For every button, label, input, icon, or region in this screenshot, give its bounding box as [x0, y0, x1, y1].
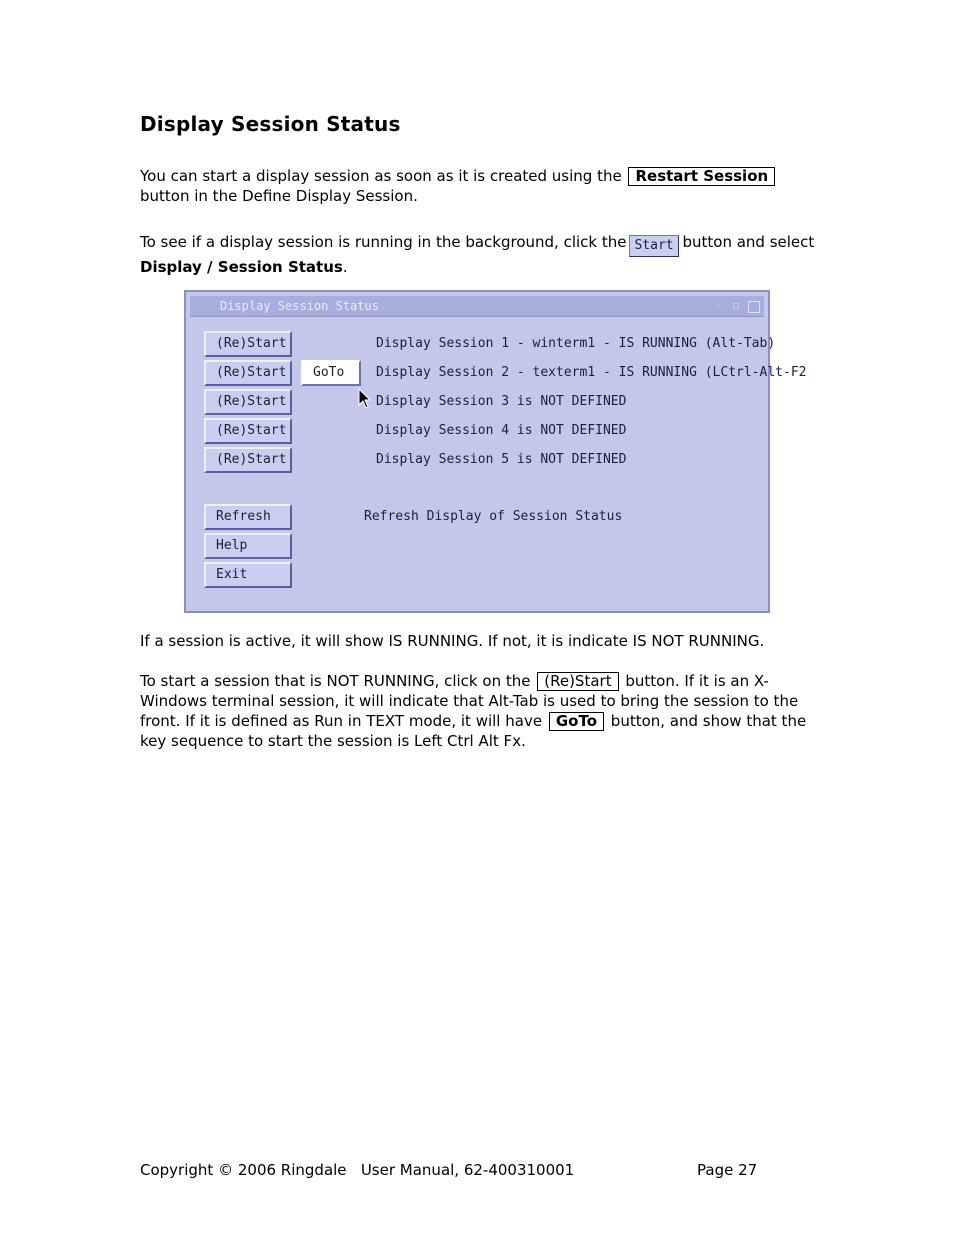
refresh-button[interactable]: Refresh	[204, 504, 292, 530]
session-1-status: Display Session 1 - winterm1 - IS RUNNING (Alt-Tab)	[376, 336, 776, 351]
menu-path: Display / Session Status	[140, 258, 343, 276]
text: 2006 Ringdale User Manual, 62-400310001	[237, 1161, 575, 1179]
session-3-status: Display Session 3 is NOT DEFINED	[376, 394, 627, 409]
footer-copyright	[140, 1160, 574, 1180]
mouse-pointer-icon	[358, 388, 372, 410]
session-2-status: Display Session 2 - texterm1 - IS RUNNING (LCtrl-Alt-F2	[376, 365, 807, 380]
paragraph-restart-intro	[140, 166, 830, 206]
restart-session-4-button[interactable]: (Re)Start	[204, 418, 292, 444]
restart-button-image: (Re)Start	[537, 672, 618, 691]
restart-session-1-button[interactable]: (Re)Start	[204, 331, 292, 357]
copyright-symbol: ©	[218, 1161, 234, 1179]
restart-session-5-button[interactable]: (Re)Start	[204, 447, 292, 473]
text: button, and show that the key sequence to start the session is Left Ctrl Alt Fx.	[140, 712, 807, 750]
restart-session-button-image: Restart Session	[628, 167, 775, 186]
footer-page-number: Page 27	[697, 1161, 758, 1179]
window-titlebar	[190, 296, 764, 317]
text: button and select	[682, 233, 815, 251]
restart-session-3-button[interactable]: (Re)Start	[204, 389, 292, 415]
exit-button[interactable]: Exit	[204, 562, 292, 588]
paragraph-restart-info	[140, 671, 830, 751]
text: Copyright	[140, 1161, 214, 1179]
restart-session-2-button[interactable]: (Re)Start	[204, 360, 292, 386]
refresh-description: Refresh Display of Session Status	[364, 509, 623, 524]
minimize-icon[interactable]: ·	[716, 299, 720, 312]
session-status-window	[184, 290, 807, 613]
paragraph-start-intro	[140, 232, 830, 277]
session-4-status: Display Session 4 is NOT DEFINED	[376, 423, 627, 438]
text: button. If it is an X-Windows terminal session, it will indicate that Alt-Tab is used to bring the session to the front. If it is defined as Run in TEXT mode, it will have	[140, 672, 799, 730]
start-button-image: Start	[629, 235, 679, 257]
window-title: Display Session Status	[220, 299, 379, 313]
text: To see if a display session is running in the background, click the	[140, 233, 627, 251]
goto-session-2-button[interactable]: GoTo	[301, 360, 361, 386]
text: You can start a display session as soon as it is created using the	[140, 167, 622, 185]
text: .	[342, 258, 348, 276]
help-button[interactable]: Help	[204, 533, 292, 559]
paragraph-running-info: If a session is active, it will show IS RUNNING. If not, it is indicate IS NOT RUNNING.	[140, 632, 765, 650]
restore-icon[interactable]: ▫	[732, 299, 740, 312]
goto-button-image: GoTo	[549, 712, 604, 731]
page-heading: Display Session Status	[140, 112, 401, 136]
session-5-status: Display Session 5 is NOT DEFINED	[376, 452, 627, 467]
maximize-icon[interactable]	[748, 301, 760, 313]
text: button in the Define Display Session.	[140, 187, 418, 205]
text: To start a session that is NOT RUNNING, click on the	[140, 672, 531, 690]
